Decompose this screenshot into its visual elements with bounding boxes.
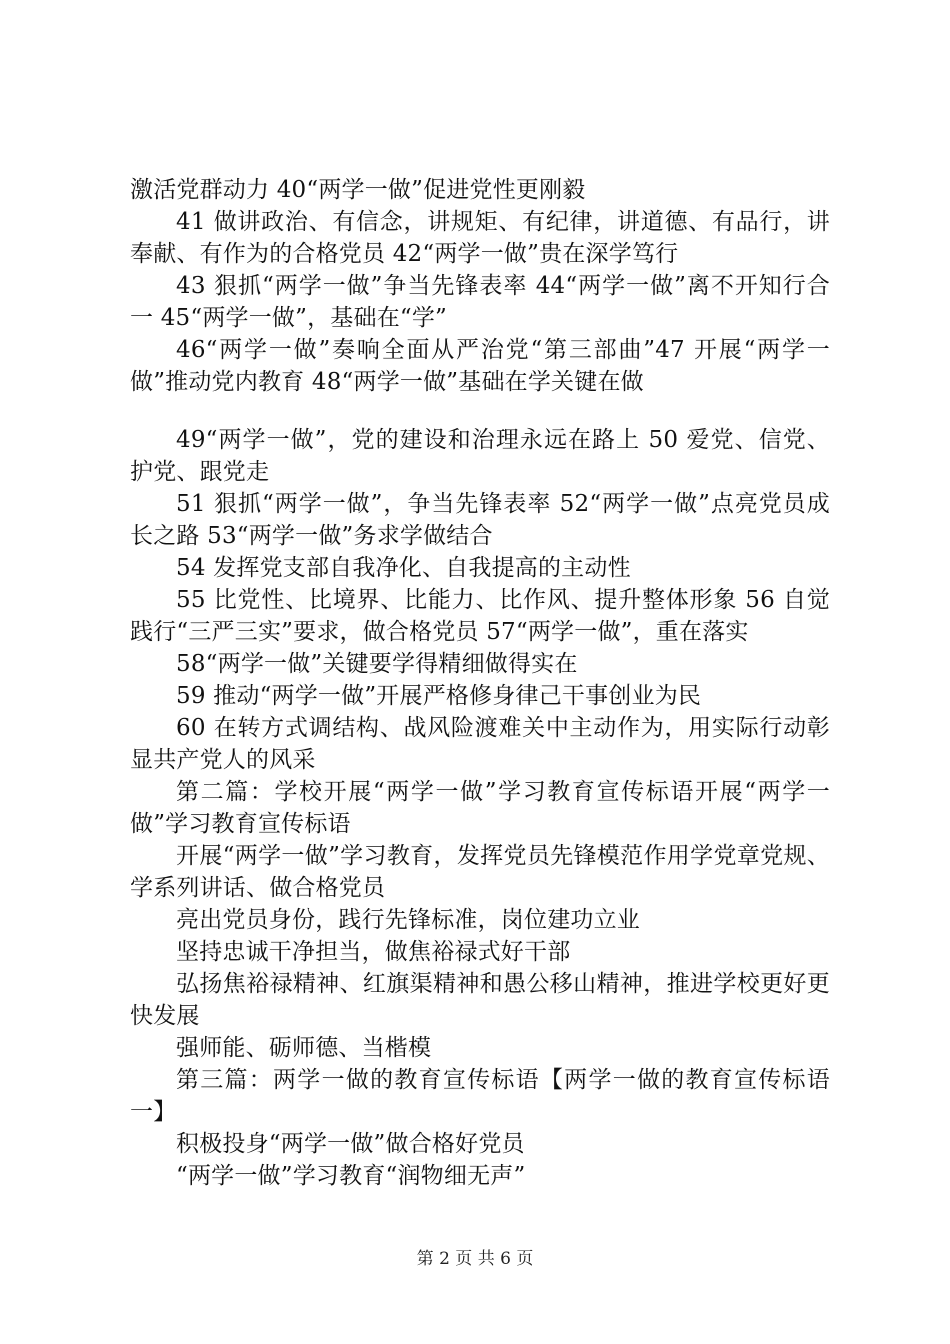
paragraph: 坚持忠诚干净担当，做焦裕禄式好干部 <box>176 939 571 965</box>
paragraph: 60 在转方式调结构、战风险渡难关中主动作为，用实际行动彰显共产党人的风采 <box>130 715 830 773</box>
paragraph: 43 狠抓“两学一做”争当先锋表率 44“两学一做”离不开知行合一 45“两学一做”，基础在“学” <box>130 273 830 331</box>
paragraph: 54 发挥党支部自我净化、自我提高的主动性 <box>176 555 631 581</box>
paragraph: 弘扬焦裕禄精神、红旗渠精神和愚公移山精神，推进学校更好更快发展 <box>130 971 830 1029</box>
paragraph: 58“两学一做”关键要学得精细做得实在 <box>176 651 578 677</box>
paragraph: 51 狠抓“两学一做”，争当先锋表率 52“两学一做”点亮党员成长之路 53“两学一做”务求学做结合 <box>130 491 830 549</box>
paragraph: 强师能、砺师德、当楷模 <box>176 1035 432 1061</box>
page-number: 第 2 页 共 6 页 <box>416 1249 534 1269</box>
paragraph: 41 做讲政治、有信念，讲规矩、有纪律，讲道德、有品行，讲奉献、有作为的合格党员 42“两学一做”贵在深学笃行 <box>130 209 830 267</box>
section-heading: 第三篇：两学一做的教育宣传标语【两学一做的教育宣传标语一】 <box>130 1067 830 1125</box>
paragraph: “两学一做”学习教育“润物细无声” <box>176 1163 526 1189</box>
paragraph: 开展“两学一做”学习教育，发挥党员先锋模范作用学党章党规、学系列讲话、做合格党员 <box>130 843 830 901</box>
paragraph: 55 比党性、比境界、比能力、比作风、提升整体形象 56 自觉践行“三严三实”要求，做合格党员 57“两学一做”，重在落实 <box>130 587 830 645</box>
paragraph: 49“两学一做”，党的建设和治理永远在路上 50 爱党、信党、护党、跟党走 <box>130 427 830 485</box>
paragraph: 46“两学一做”奏响全面从严治党“第三部曲”47 开展“两学一做”推动党内教育 48“两学一做”基础在学关键在做 <box>130 337 830 395</box>
paragraph: 亮出党员身份，践行先锋标准，岗位建功立业 <box>176 907 640 933</box>
paragraph: 积极投身“两学一做”做合格好党员 <box>176 1131 525 1157</box>
page-footer <box>0 1244 950 1269</box>
paragraph: 59 推动“两学一做”开展严格修身律己干事创业为民 <box>176 683 702 709</box>
section-heading: 第二篇：学校开展“两学一做”学习教育宣传标语开展“两学一做”学习教育宣传标语 <box>130 779 830 837</box>
document-body <box>130 174 830 1192</box>
paragraph: 激活党群动力 40“两学一做”促进党性更刚毅 <box>130 177 586 203</box>
